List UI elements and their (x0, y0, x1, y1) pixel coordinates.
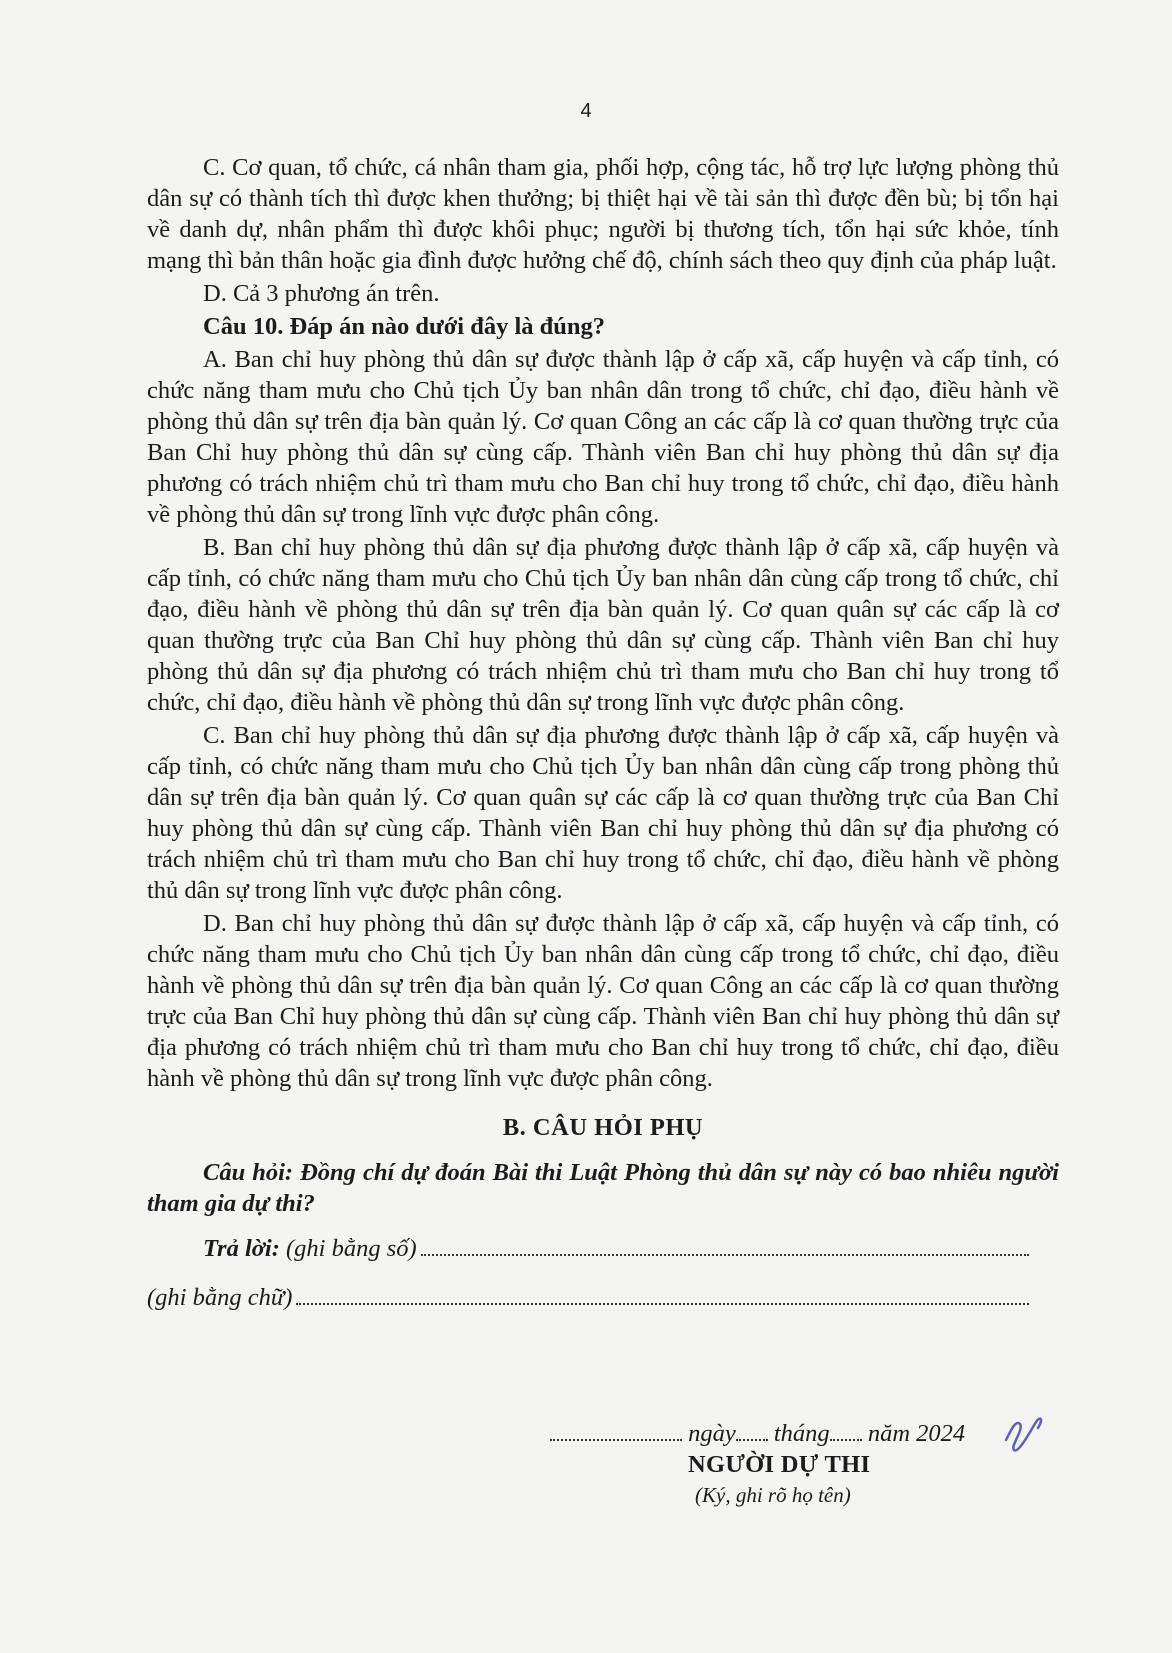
month-label: tháng (773, 1420, 830, 1447)
year-label: năm 2024 (867, 1420, 966, 1447)
date-line (550, 1418, 1050, 1449)
question-10-option-a: A. Ban chỉ huy phòng thủ dân sự được thành lập ở cấp xã, cấp huyện và cấp tỉnh, có chức năng tham mưu cho Chủ tịch Ủy ban nhân dân trong tổ chức, chỉ đạo, điều hành về phòng thủ dân sự trên địa bàn quản lý. Cơ quan Công an các cấp là cơ quan thường trực của Ban Chỉ huy phòng thủ dân sự cùng cấp. Thành viên Ban chỉ huy phòng thủ dân sự địa phương có trách nhiệm chủ trì tham mưu cho Ban chỉ huy trong tổ chức, chỉ đạo, điều hành về phòng thủ dân sự trong lĩnh vực được phân công. (147, 346, 1059, 528)
answer-text-line (147, 1282, 1059, 1313)
extra-question: Câu hỏi: Đồng chí dự đoán Bài thi Luật Phòng thủ dân sự này có bao nhiêu người tham gia dự thi? (147, 1159, 1059, 1217)
signer-note: (Ký, ghi rõ họ tên) (695, 1483, 851, 1507)
question-10-option-d: D. Ban chỉ huy phòng thủ dân sự được thành lập ở cấp xã, cấp huyện và cấp tỉnh, có chức năng tham mưu cho Chủ tịch Ủy ban nhân dân cùng cấp trong tổ chức, chỉ đạo, điều hành về phòng thủ dân sự trên địa bàn quản lý. Cơ quan Công an các cấp là cơ quan thường trực của Ban Chỉ huy phòng thủ dân sự cùng cấp. Thành viên Ban chỉ huy phòng thủ dân sự địa phương có trách nhiệm chủ trì tham mưu cho Ban chỉ huy trong tổ chức, chỉ đạo, điều hành về phòng thủ dân sự trong lĩnh vực được phân công. (147, 910, 1059, 1092)
option-c-previous-question: C. Cơ quan, tổ chức, cá nhân tham gia, phối hợp, cộng tác, hỗ trợ lực lượng phòng thủ dân sự có thành tích thì được khen thưởng; bị thiệt hại về tài sản thì được đền bù; bị tổn hại về danh dự, nhân phẩm thì được khôi phục; người bị thương tích, tổn hại sức khỏe, tính mạng thì bản thân hoặc gia đình được hưởng chế độ, chính sách theo quy định của pháp luật. (147, 154, 1059, 274)
answer-text-label: (ghi bằng chữ) (147, 1284, 293, 1311)
option-d-previous-question: D. Cả 3 phương án trên. (203, 280, 440, 307)
month-field[interactable] (830, 1421, 862, 1441)
day-label: ngày (688, 1420, 736, 1447)
signer-title: NGƯỜI DỰ THI (688, 1451, 871, 1478)
answer-text-field[interactable] (296, 1283, 1029, 1305)
question-10-option-b: B. Ban chỉ huy phòng thủ dân sự địa phương được thành lập ở cấp xã, cấp huyện và cấp tỉnh, có chức năng tham mưu cho Chủ tịch Ủy ban nhân dân cùng cấp trong tổ chức, chỉ đạo, điều hành về phòng thủ dân sự trên địa bàn quản lý. Cơ quan quân sự các cấp là cơ quan thường trực của Ban Chỉ huy phòng thủ dân sự cùng cấp. Thành viên Ban chỉ huy phòng thủ dân sự địa phương có trách nhiệm chủ trì tham mưu cho Ban chỉ huy trong tổ chức, chỉ đạo, điều hành về phòng thủ dân sự trong lĩnh vực được phân công. (147, 534, 1059, 716)
place-field[interactable] (550, 1421, 682, 1441)
answer-number-line (147, 1233, 1059, 1264)
question-10-title: Câu 10. Đáp án nào dưới đây là đúng? (203, 313, 606, 340)
signature-block (550, 1418, 1050, 1511)
section-b-title: B. CÂU HỎI PHỤ (502, 1114, 704, 1141)
page-number: 4 (580, 100, 592, 122)
document-body (147, 152, 1059, 1331)
day-field[interactable] (736, 1421, 768, 1441)
answer-number-label: (ghi bằng số) (286, 1235, 417, 1262)
question-10-option-c: C. Ban chỉ huy phòng thủ dân sự địa phương được thành lập ở cấp xã, cấp huyện và cấp tỉnh, có chức năng tham mưu cho Chủ tịch Ủy ban nhân dân cùng cấp trong phòng thủ dân sự trên địa bàn quản lý. Cơ quan quân sự các cấp là cơ quan thường trực của Ban Chỉ huy phòng thủ dân sự cùng cấp. Thành viên Ban chỉ huy phòng thủ dân sự địa phương có trách nhiệm chủ trì tham mưu cho Ban chỉ huy trong tổ chức, chỉ đạo, điều hành về phòng thủ dân sự trong lĩnh vực được phân công. (147, 722, 1059, 904)
answer-label: Trả lời: (203, 1235, 280, 1262)
answer-number-field[interactable] (421, 1234, 1029, 1256)
pen-mark-icon (1000, 1410, 1050, 1460)
